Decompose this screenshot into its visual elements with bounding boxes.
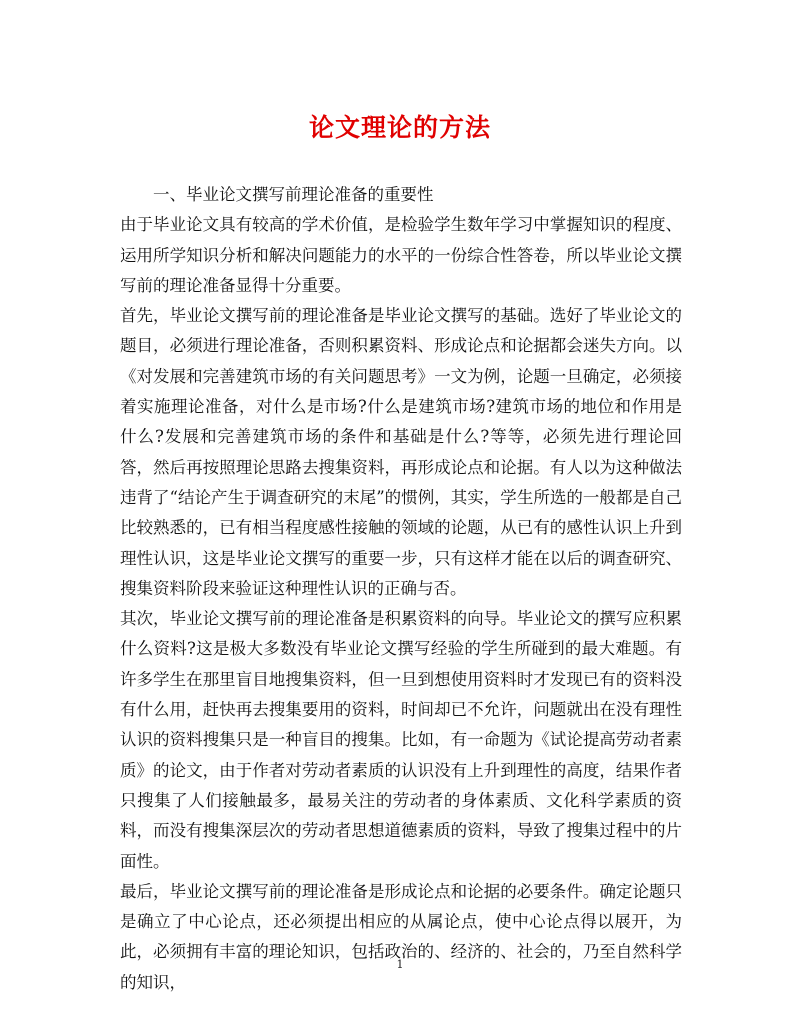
page-number: 1 (396, 958, 404, 971)
paragraph-second: 其次，毕业论文撰写前的理论准备是积累资料的向导。毕业论文的撰写应积累什么资料?这是极大多数没有毕业论文撰写经验的学生所碰到的最大难题。有许多学生在那里盲目地搜集资料，但一旦到想使用资料时才发现已有的资料没有什么用，赶快再去搜集要用的资料，时间却已不允许，问题就出在没有理性认识的资料搜集只是一种盲目的搜集。比如，有一命题为《试论提高劳动者素质》的论文，由于作者对劳动者素质的认识没有上升到理性的高度，结果作者只搜集了人们接触最多，最易关注的劳动者的身体素质、文化科学素质的资料，而没有搜集深层次的劳动者思想道德素质的资料，导致了搜集过程中的片面性。 (120, 609, 682, 871)
section-heading: 一、毕业论文撰写前理论准备的重要性 (153, 185, 434, 204)
document-body (120, 180, 682, 998)
document-title: 论文理论的方法 (308, 113, 491, 142)
paragraph-first: 首先，毕业论文撰写前的理论准备是毕业论文撰写的基础。选好了毕业论文的题目，必须进行理论准备，否则积累资料、形成论点和论据都会迷失方向。以《对发展和完善建筑市场的有关问题思考》一文为例，论题一旦确定，必须接着实施理论准备，对什么是市场?什么是建筑市场?建筑市场的地位和作用是什么?发展和完善建筑市场的条件和基础是什么?等等，必须先进行理论回答，然后再按照理论思路去搜集资料，再形成论点和论据。有人以为这种做法违背了“结论产生于调查研究的末尾”的惯例，其实，学生所选的一般都是自己比较熟悉的，已有相当程度感性接触的领域的论题，从已有的感性认识上升到理性认识，这是毕业论文撰写的重要一步，只有这样才能在以后的调查研究、搜集资料阶段来验证这种理性认识的正确与否。 (120, 306, 682, 598)
paragraph-last: 最后，毕业论文撰写前的理论准备是形成论点和论据的必要条件。确定论题只是确立了中心论点，还必须提出相应的从属论点，使中心论点得以展开，为此，必须拥有丰富的理论知识，包括政治的、经济的、社会的，乃至自然科学的知识， (120, 881, 682, 992)
paragraph-intro: 由于毕业论文具有较高的学术价值，是检验学生数年学习中掌握知识的程度、运用所学知识分析和解决问题能力的水平的一份综合性答卷，所以毕业论文撰写前的理论准备显得十分重要。 (120, 215, 682, 295)
